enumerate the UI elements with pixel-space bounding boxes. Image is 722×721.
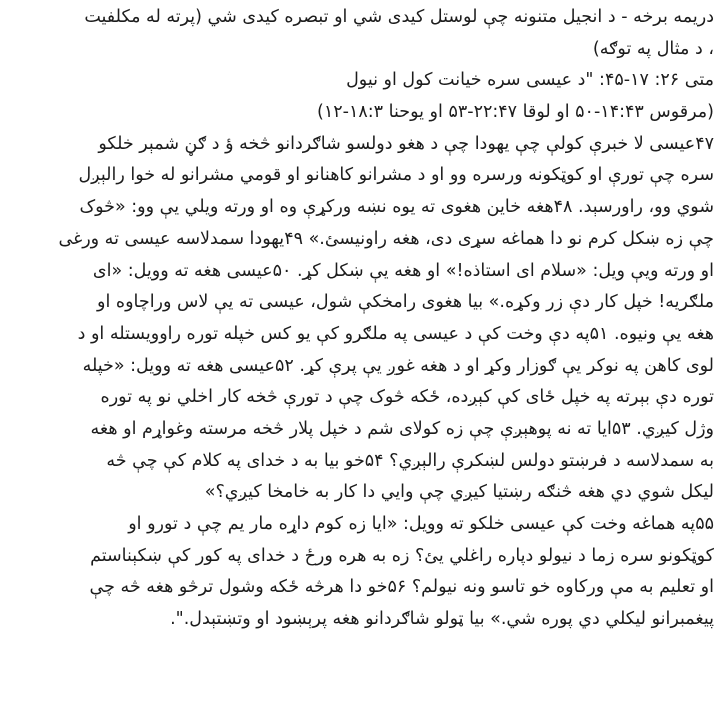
paragraph-line: کوټکونو سره زما د نيولو دپاره راغلي يئ؟ زه به هره ورځ د خدای په کور کې ښکېناستم bbox=[90, 545, 714, 566]
paragraph-line: ۴۷عيسی لا خبرې کولې چې يهودا چې د هغو دولسو شاګردانو څخه ؤ د ګڼ شمېر خلکو bbox=[98, 133, 714, 154]
section-heading: دريمه برخه - د انجيل متنونه چې لوستل کيدی شي او تبصره کيدی شي (پرته له مکلفيت bbox=[84, 7, 714, 27]
parallel-references: (مرقوس ۱۴:۴۳-۵۰ او لوقا ۲۲:۴۷-۵۳ او يوحنا ۱۸:۳-۱۲) bbox=[317, 102, 714, 123]
paragraph-line: هغه يې ونيوه. ۵۱په دې وخت کې د عيسی په ملګرو کې يو کس خپله توره راوويستله او د bbox=[77, 323, 714, 344]
paragraph-line: او ورته ويې ويل: «سلام ای استاذه!» او هغه يې ښکل کړ. ۵۰عيسی هغه ته وويل: «ای bbox=[92, 260, 714, 281]
paragraph-line: ۵۵په هماغه وخت کې عيسی خلکو ته وويل: «ايا زه کوم داړه مار يم چې د تورو او bbox=[128, 514, 714, 534]
paragraph-line: پيغمبرانو ليکلي دي پوره شي.» بيا ټولو شاګردانو هغه پرېښود او وتښتېدل.". bbox=[170, 609, 714, 630]
paragraph-line: به سمدلاسه د فرښتو دولس لښکرې رالېږي؟ ۵۴خو بيا به د خدای په کلام کې چې څه bbox=[106, 450, 714, 471]
paragraph-line: او تعليم به مې ورکاوه خو تاسو ونه نيولم؟ ۵۶خو دا هرڅه ځکه وشول ترڅو هغه څه چې bbox=[89, 577, 714, 598]
paragraph-line: شوي وو، راورسېد. ۴۸هغه خاين هغوی ته يوه نښه ورکړې وه او ورته ويلي يې وو: «څوک bbox=[79, 197, 714, 218]
paragraph-line: ليکل شوي دي هغه څنګه رښتيا کيږي چې وايي دا کار به خامخا کيږي؟» bbox=[204, 482, 714, 503]
section-heading-continued: ، د مثال په توګه) bbox=[592, 38, 714, 59]
passage-reference: متی ۲۶: ۱۷-۴۵: "د عيسی سره خيانت کول او نيول bbox=[346, 70, 714, 91]
paragraph-line: توره دې بېرته په خپل ځای کې کېږده، ځکه څوک چې د تورې څخه کار اخلي نو په توره bbox=[100, 387, 714, 408]
paragraph-line: وژل کيږي. ۵۳ايا ته نه پوهېږې چې زه کولای شم د خپل پلار څخه مرسته وغواړم او هغه bbox=[90, 418, 714, 439]
document-body bbox=[8, 2, 714, 721]
paragraph-line: ملګريه! خپل کار دې زر وکړه.» بيا هغوی رامخکې شول، عيسی ته يې لاس وراچاوه او bbox=[97, 292, 714, 313]
paragraph-line: سره چې تورې او کوټکونه ورسره وو او د مشرانو کاهنانو او قومي مشرانو له خوا رالېږل bbox=[78, 165, 714, 186]
paragraph-line: چې زه ښکل کرم نو دا هماغه سړی دی، هغه راونيسئ.» ۴۹يهودا سمدلاسه عيسی ته ورغی bbox=[58, 228, 714, 249]
paragraph-line: لوی کاهن په نوکر يې ګوزار وکړ او د هغه غوږ يې پرې کړ. ۵۲عيسی هغه ته وويل: «خپله bbox=[82, 355, 714, 376]
